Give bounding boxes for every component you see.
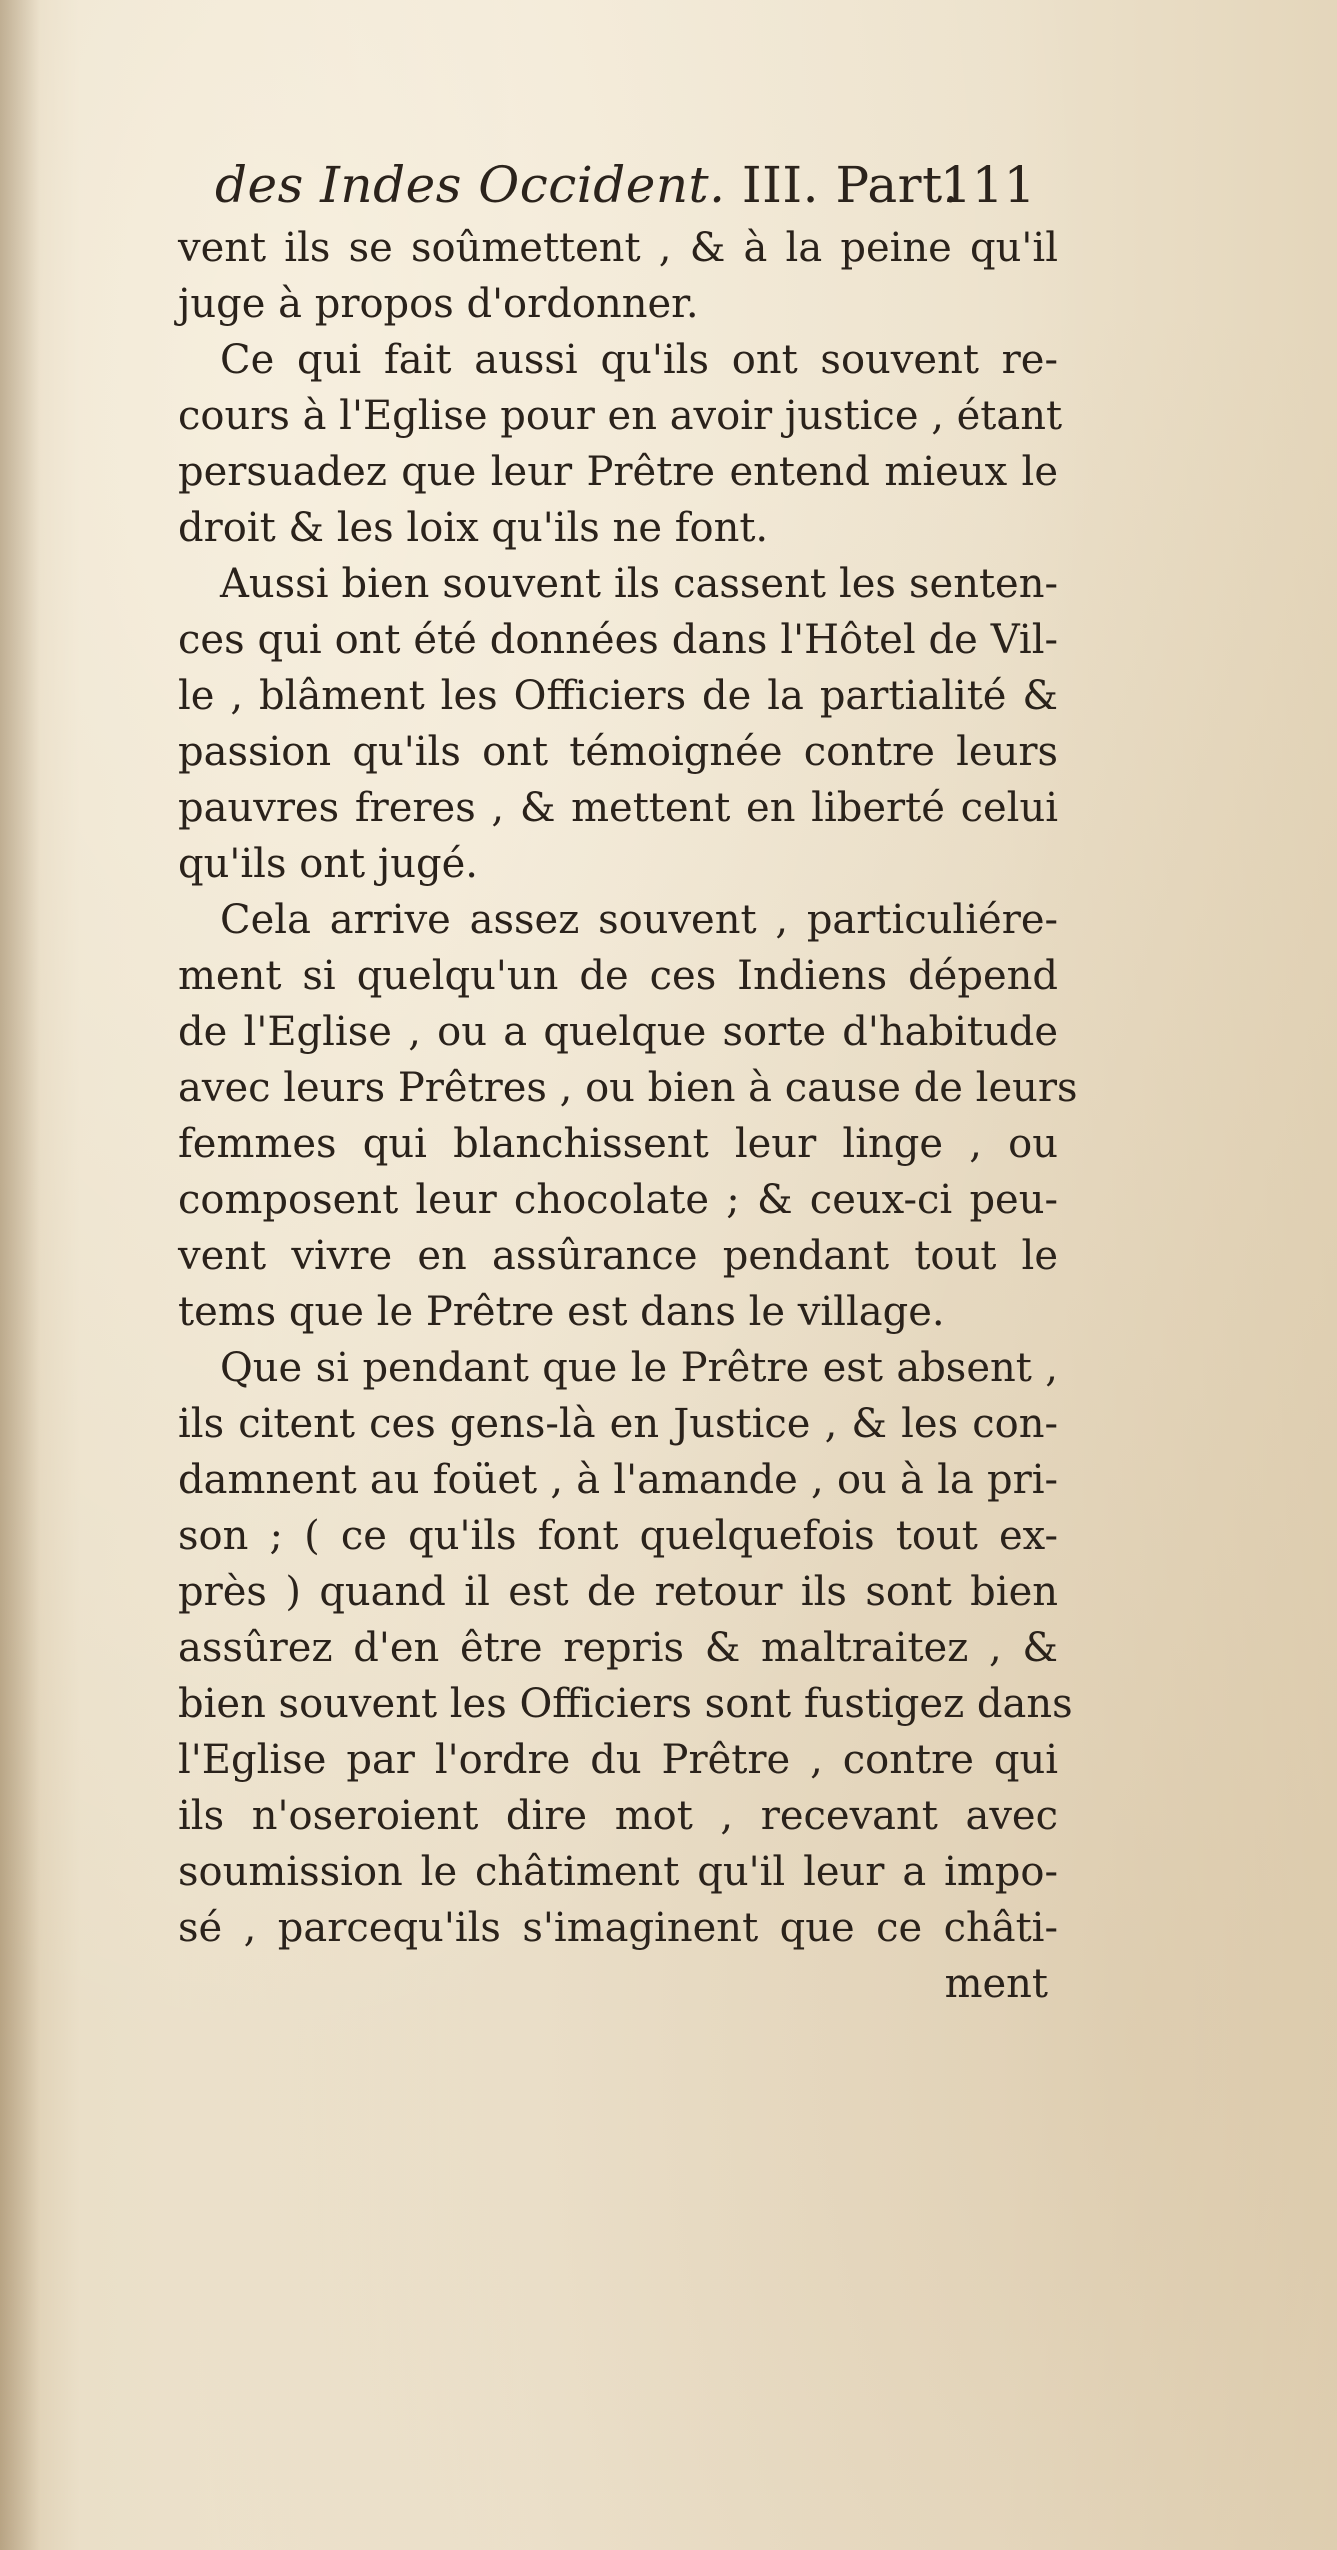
paragraph bbox=[178, 892, 1078, 1340]
text-line: Ce qui fait aussi qu'ils ont souvent re- bbox=[220, 337, 1058, 383]
paragraph bbox=[178, 332, 1063, 556]
text-line: près ) quand il est de retour ils sont bien bbox=[178, 1569, 1058, 1615]
text-line: soumission le châtiment qu'il leur a impo- bbox=[178, 1849, 1058, 1895]
page-number: 111 bbox=[940, 156, 1036, 214]
body-text bbox=[178, 220, 1078, 2012]
text-line: persuadez que leur Prêtre entend mieux le bbox=[178, 449, 1058, 495]
paragraph bbox=[178, 1340, 1073, 1956]
running-title-italic: des Indes Occident. bbox=[215, 156, 726, 214]
text-line: Cela arrive assez souvent , particuliére- bbox=[220, 897, 1058, 943]
running-header bbox=[0, 150, 1337, 220]
text-line: sé , parcequ'ils s'imaginent que ce châti- bbox=[178, 1905, 1058, 1951]
text-line: composent leur chocolate ; & ceux-ci peu- bbox=[178, 1177, 1058, 1223]
text-line: ces qui ont été données dans l'Hôtel de Vil- bbox=[178, 617, 1058, 663]
text-line: cours à l'Eglise pour en avoir justice , étant bbox=[178, 393, 1063, 439]
paragraph bbox=[178, 556, 1058, 892]
text-line: damnent au foüet , à l'amande , ou à la pri- bbox=[178, 1457, 1058, 1503]
text-line: Aussi bien souvent ils cassent les senten- bbox=[220, 561, 1058, 607]
text-line: avec leurs Prêtres , ou bien à cause de leurs bbox=[178, 1065, 1078, 1111]
catchword: ment bbox=[944, 1961, 1048, 2007]
text-line: juge à propos d'ordonner. bbox=[178, 281, 699, 327]
running-title-roman: III. Part. bbox=[725, 156, 960, 214]
text-line: ment si quelqu'un de ces Indiens dépend bbox=[178, 953, 1058, 999]
text-line: de l'Eglise , ou a quelque sorte d'habitude bbox=[178, 1009, 1058, 1055]
text-line: tems que le Prêtre est dans le village. bbox=[178, 1289, 945, 1335]
text-line: vent vivre en assûrance pendant tout le bbox=[178, 1233, 1058, 1279]
text-line: le , blâment les Officiers de la partialité & bbox=[178, 673, 1058, 719]
text-line: qu'ils ont jugé. bbox=[178, 841, 478, 887]
text-line: assûrez d'en être repris & maltraitez , & bbox=[178, 1625, 1058, 1671]
text-line: l'Eglise par l'ordre du Prêtre , contre qui bbox=[178, 1737, 1058, 1783]
text-line: droit & les loix qu'ils ne font. bbox=[178, 505, 769, 551]
text-line: ils citent ces gens-là en Justice , & les con- bbox=[178, 1401, 1058, 1447]
text-line: son ; ( ce qu'ils font quelquefois tout ex- bbox=[178, 1513, 1058, 1559]
text-line: vent ils se soûmettent , & à la peine qu'il bbox=[178, 225, 1058, 271]
gutter-shadow bbox=[0, 0, 40, 2550]
text-line: bien souvent les Officiers sont fustigez dans bbox=[178, 1681, 1073, 1727]
text-line: Que si pendant que le Prêtre est absent , bbox=[220, 1345, 1058, 1391]
text-line: pauvres freres , & mettent en liberté celui bbox=[178, 785, 1058, 831]
text-line: femmes qui blanchissent leur linge , ou bbox=[178, 1121, 1058, 1167]
paragraph bbox=[178, 220, 1058, 332]
text-line: ils n'oseroient dire mot , recevant avec bbox=[178, 1793, 1058, 1839]
running-title bbox=[215, 150, 959, 220]
text-line: passion qu'ils ont témoignée contre leurs bbox=[178, 729, 1058, 775]
